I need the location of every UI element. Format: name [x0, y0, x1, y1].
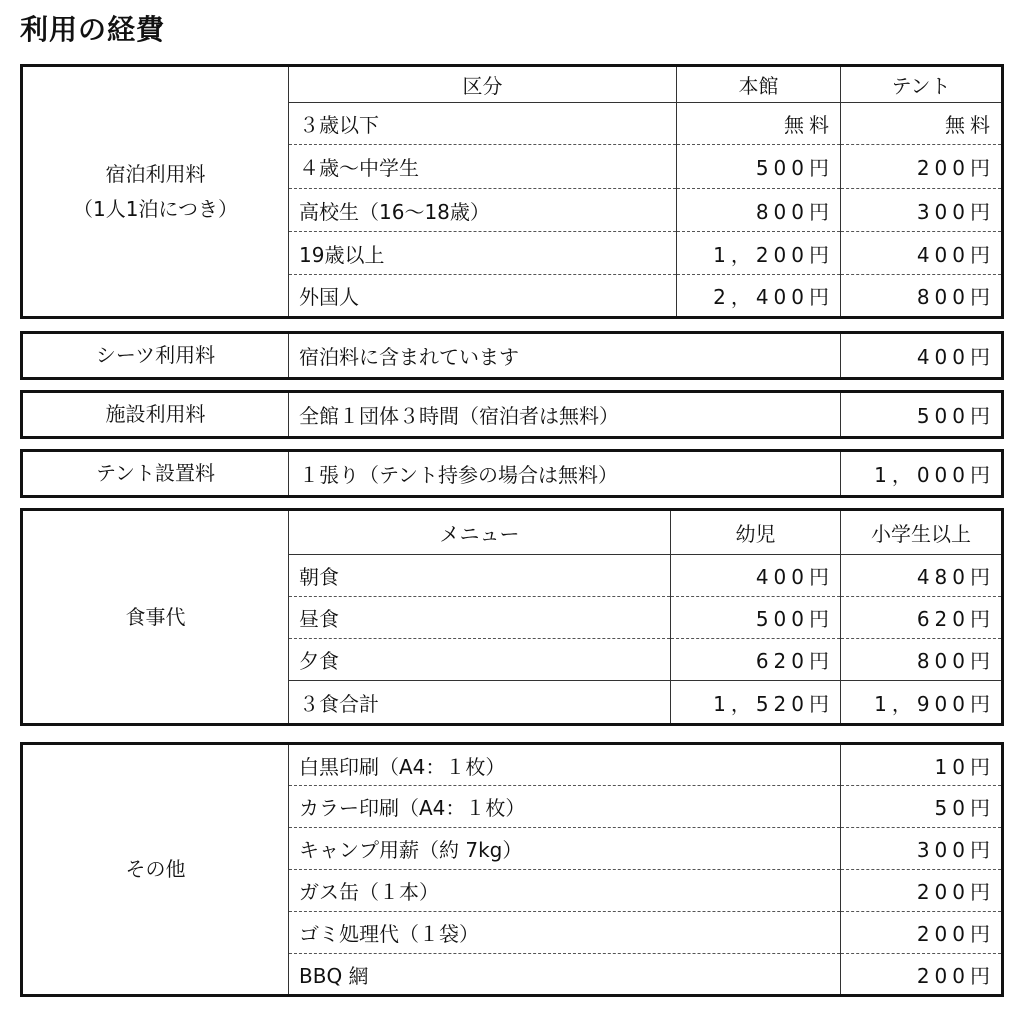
meal-older-price: 800円 — [841, 639, 1003, 681]
accommodation-row-label: ３歳以下 — [289, 103, 677, 145]
table-row — [22, 451, 1003, 497]
meals-header-row — [22, 510, 1003, 555]
meals-header-older: 小学生以上 — [841, 510, 1003, 555]
other-item-price: 200円 — [841, 870, 1003, 912]
other-item-price: 200円 — [841, 912, 1003, 954]
meal-older-price: 1，900円 — [841, 681, 1003, 725]
meal-label: 朝食 — [289, 555, 671, 597]
other-item-label: ゴミ処理代（１袋） — [289, 912, 841, 954]
accommodation-row-main-price: 無料 — [677, 103, 841, 145]
meal-child-price: 400円 — [671, 555, 841, 597]
other-fee-table — [20, 742, 1004, 997]
accommodation-row-main-price: 500円 — [677, 145, 841, 189]
table-row — [22, 333, 1003, 379]
accommodation-header-tent: テント — [841, 66, 1003, 103]
accommodation-header-main: 本館 — [677, 66, 841, 103]
meal-label: ３食合計 — [289, 681, 671, 725]
facility-category: 施設利用料 — [22, 392, 289, 438]
accommodation-row-label: ４歳～中学生 — [289, 145, 677, 189]
accommodation-row-tent-price: 200円 — [841, 145, 1003, 189]
table-row — [22, 744, 1003, 786]
other-category: その他 — [22, 744, 289, 996]
meal-child-price: 1，520円 — [671, 681, 841, 725]
meals-header-menu: メニュー — [289, 510, 671, 555]
meal-child-price: 620円 — [671, 639, 841, 681]
tent-setup-price: 1，000円 — [841, 451, 1003, 497]
accommodation-header-row — [22, 66, 1003, 103]
sheets-fee-table — [20, 331, 1004, 380]
accommodation-category-title: 宿泊利用料 — [105, 161, 206, 186]
table-row — [22, 392, 1003, 438]
sheets-price: 400円 — [841, 333, 1003, 379]
meal-label: 夕食 — [289, 639, 671, 681]
meals-fee-table — [20, 508, 1004, 726]
accommodation-row-tent-price: 400円 — [841, 232, 1003, 275]
facility-description: 全館１団体３時間（宿泊者は無料） — [289, 392, 841, 438]
other-item-label: BBQ 網 — [289, 954, 841, 996]
other-item-label: 白黒印刷（A4：１枚） — [289, 744, 841, 786]
accommodation-row-main-price: 2，400円 — [677, 275, 841, 318]
accommodation-row-main-price: 1，200円 — [677, 232, 841, 275]
tent-setup-category: テント設置料 — [22, 451, 289, 497]
accommodation-category-note: （1人1泊につき） — [72, 196, 239, 221]
tent-setup-fee-table — [20, 449, 1004, 498]
accommodation-row-label: 高校生（16～18歳） — [289, 189, 677, 232]
meal-child-price: 500円 — [671, 597, 841, 639]
meal-label: 昼食 — [289, 597, 671, 639]
sheets-description: 宿泊料に含まれています — [289, 333, 841, 379]
tent-setup-description: １張り（テント持参の場合は無料） — [289, 451, 841, 497]
other-item-price: 300円 — [841, 828, 1003, 870]
facility-price: 500円 — [841, 392, 1003, 438]
accommodation-row-label: 19歳以上 — [289, 232, 677, 275]
other-item-price: 10円 — [841, 744, 1003, 786]
meal-older-price: 480円 — [841, 555, 1003, 597]
other-item-label: キャンプ用薪（約 7kg） — [289, 828, 841, 870]
accommodation-row-main-price: 800円 — [677, 189, 841, 232]
meals-category: 食事代 — [22, 510, 289, 725]
sheets-category: シーツ利用料 — [22, 333, 289, 379]
other-item-price: 50円 — [841, 786, 1003, 828]
accommodation-category-cell — [22, 66, 289, 318]
meal-older-price: 620円 — [841, 597, 1003, 639]
accommodation-header-class: 区分 — [289, 66, 677, 103]
meals-header-child: 幼児 — [671, 510, 841, 555]
accommodation-row-tent-price: 800円 — [841, 275, 1003, 318]
other-item-label: カラー印刷（A4：１枚） — [289, 786, 841, 828]
accommodation-row-tent-price: 無料 — [841, 103, 1003, 145]
other-item-label: ガス缶（１本） — [289, 870, 841, 912]
accommodation-row-label: 外国人 — [289, 275, 677, 318]
page-title: 利用の経費 — [20, 13, 166, 46]
facility-fee-table — [20, 390, 1004, 439]
other-item-price: 200円 — [841, 954, 1003, 996]
accommodation-row-tent-price: 300円 — [841, 189, 1003, 232]
accommodation-fee-table — [20, 64, 1004, 319]
